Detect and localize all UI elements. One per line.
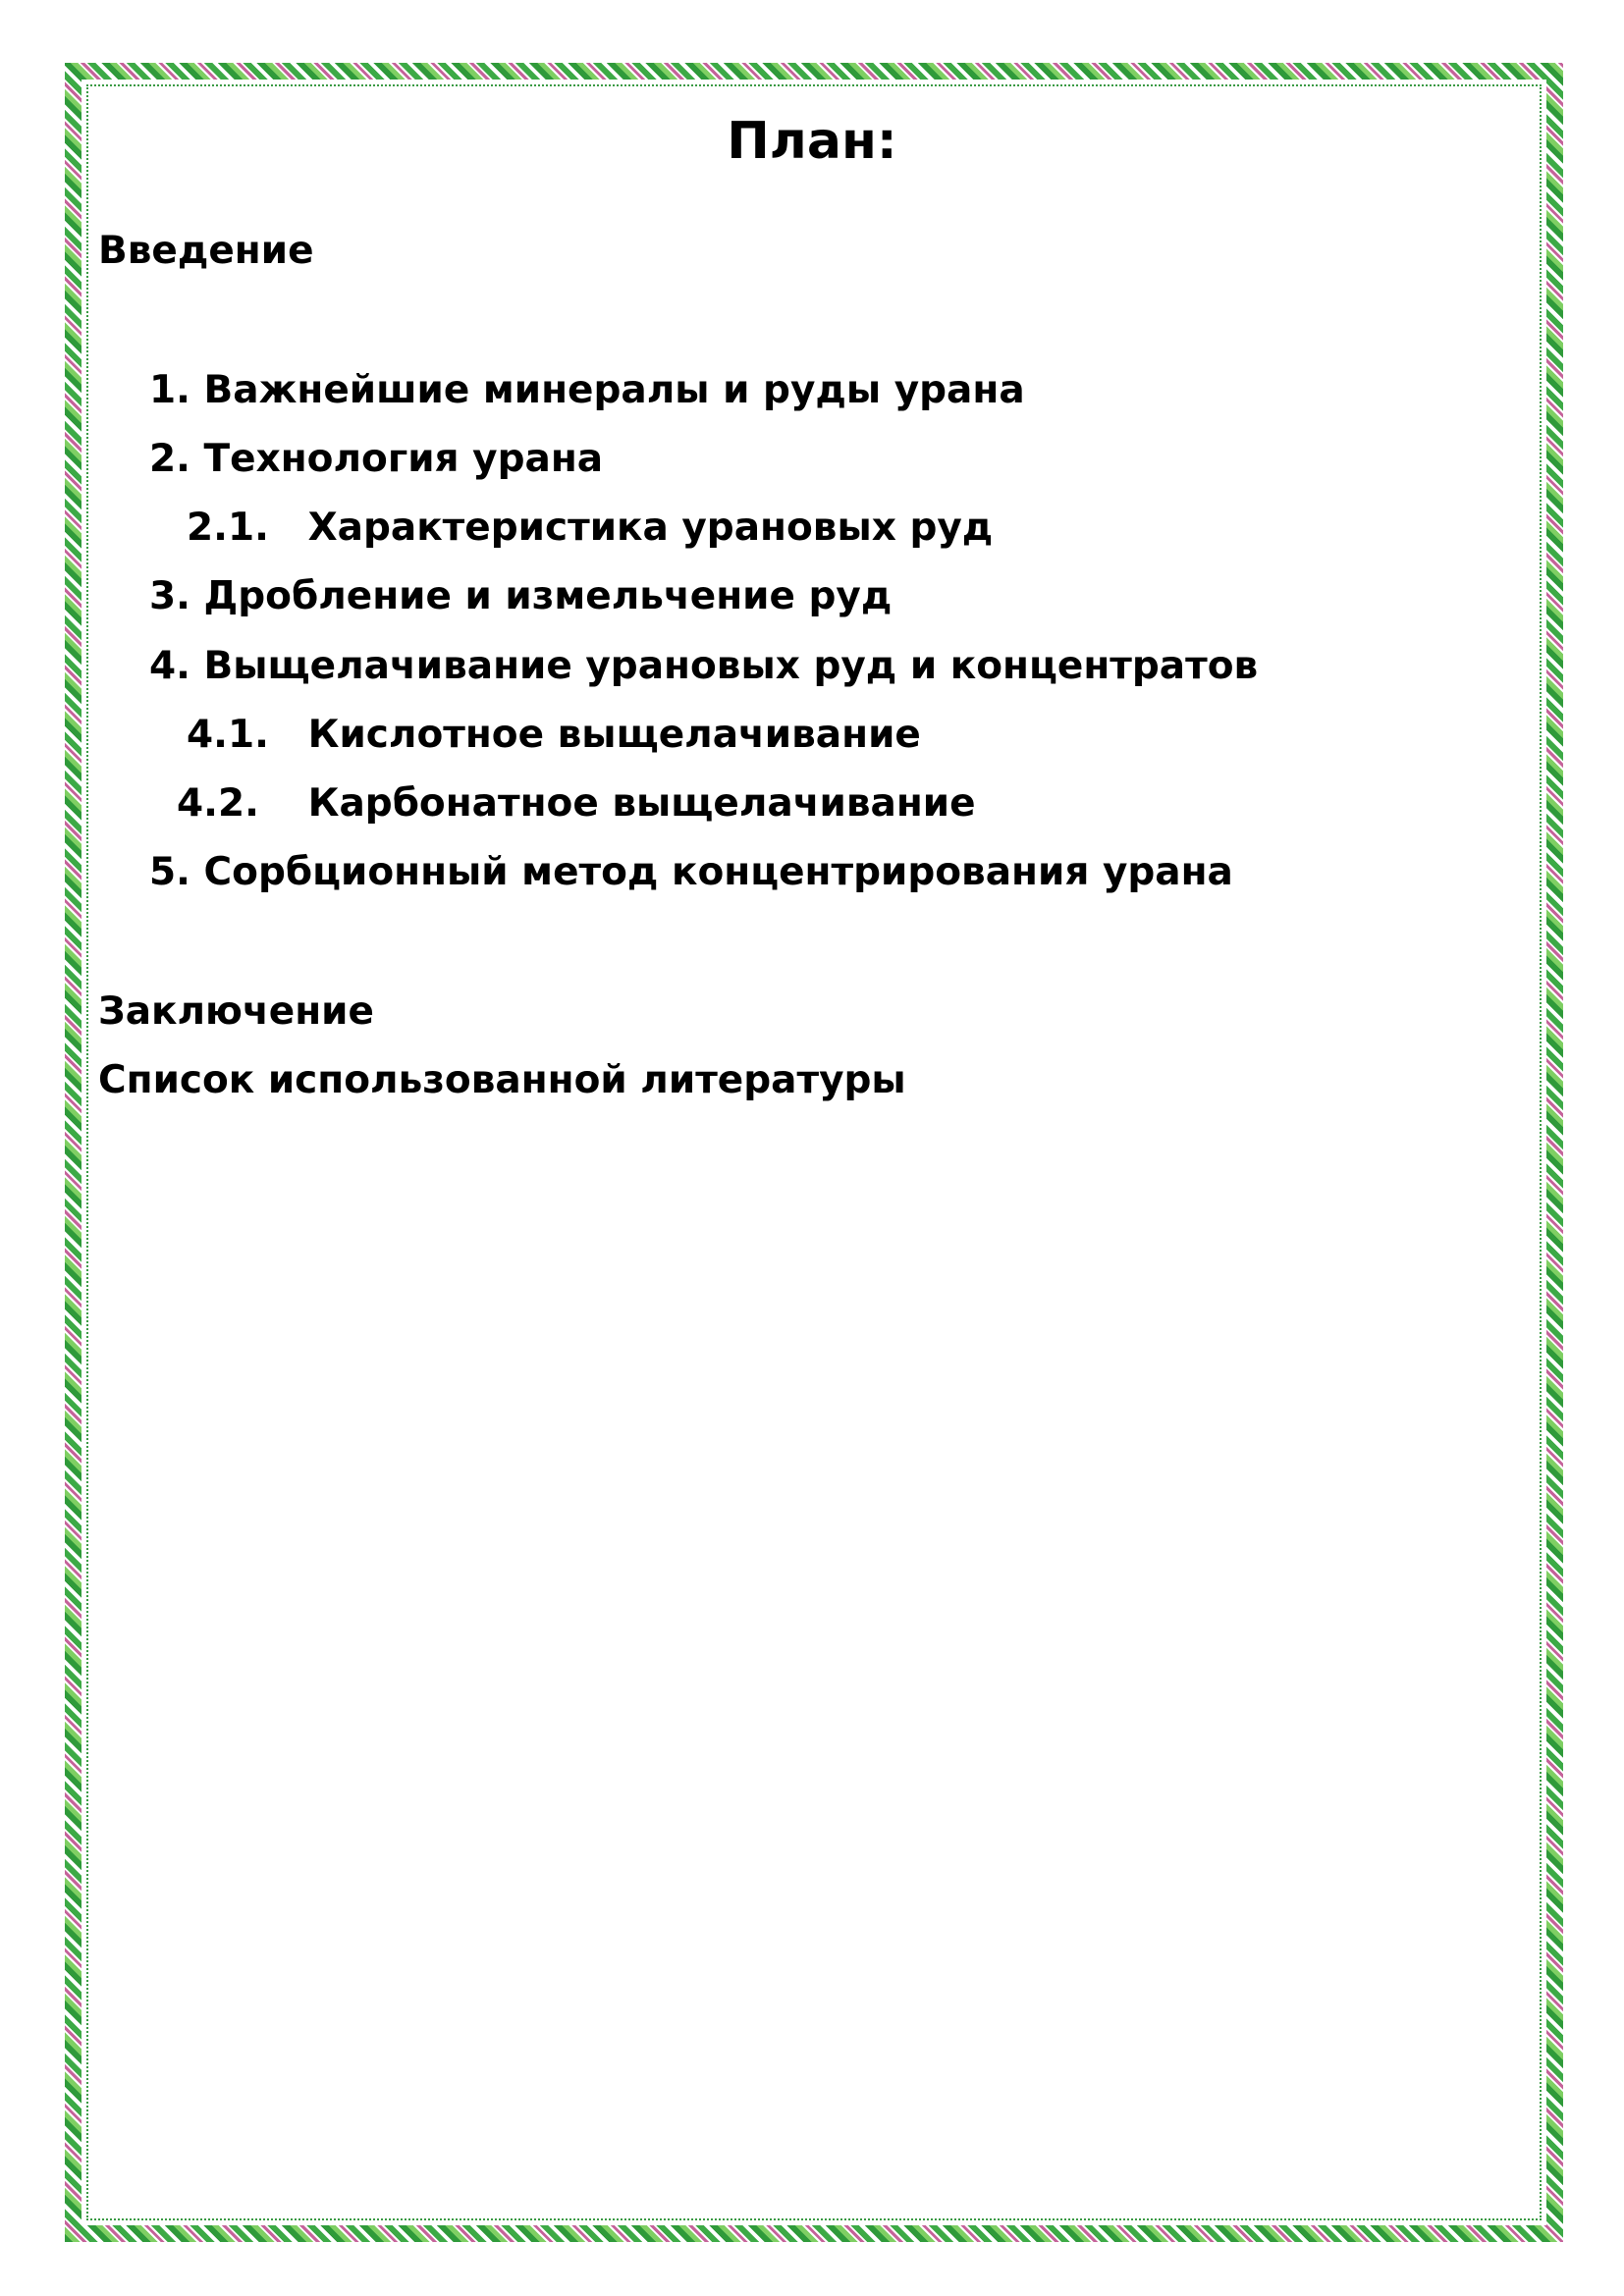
plan-item-number: 5. [149, 850, 190, 894]
plan-item-4-1 [187, 708, 921, 763]
plan-item-2-1 [187, 501, 993, 556]
page-title: План: [727, 112, 897, 171]
plan-item-4 [149, 639, 1258, 694]
conclusion-heading: Заключение [98, 989, 374, 1034]
plan-item-text: Дробление и измельчение руд [203, 574, 893, 618]
plan-item-text: Карбонатное выщелачивание [307, 781, 976, 826]
plan-item-text: Важнейшие минералы и руды урана [203, 368, 1025, 412]
plan-item-1 [149, 363, 1025, 418]
plan-item-number: 4.2. [177, 781, 259, 826]
plan-item-number: 3. [149, 574, 190, 618]
intro-heading: Введение [98, 229, 314, 273]
plan-item-text: Сорбционный метод концентрирования урана [203, 850, 1233, 894]
plan-item-number: 4. [149, 644, 190, 688]
plan-item-text: Выщелачивание урановых руд и концентратов [203, 644, 1259, 688]
plan-item-text: Кислотное выщелачивание [307, 713, 921, 757]
plan-item-2 [149, 432, 603, 487]
plan-item-text: Характеристика урановых руд [307, 506, 994, 550]
references-heading: Список использованной литературы [98, 1058, 906, 1102]
plan-item-number: 4.1. [187, 713, 269, 757]
plan-item-3 [149, 569, 892, 624]
plan-item-5 [149, 845, 1233, 900]
plan-item-number: 2.1. [187, 506, 269, 550]
plan-item-number: 1. [149, 368, 190, 412]
plan-item-4-2 [177, 776, 976, 831]
plan-item-number: 2. [149, 437, 190, 481]
plan-item-text: Технология урана [203, 437, 604, 481]
